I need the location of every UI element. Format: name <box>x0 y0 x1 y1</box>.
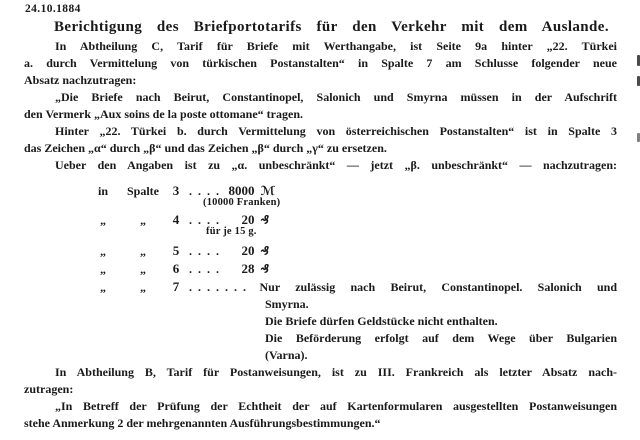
paragraph-line: In Abtheilung B, Tarif für Postanweisungen, ist zu III. Frankreich als letzter Absatz nach- <box>55 365 617 379</box>
paragraph-line: das Zeichen „α“ durch „β“ und das Zeichen „β“ durch „γ“ zu ersetzen. <box>24 141 387 155</box>
ditto-mark: „ <box>100 244 106 258</box>
tariff-dot-leader: . . . . . . . <box>189 280 248 294</box>
tariff-col-number: 6 <box>172 261 180 276</box>
tariff-col-number: 4 <box>172 212 180 227</box>
continuation-line: Smyrna. <box>265 297 309 311</box>
tariff-col-number: 3 <box>172 183 180 198</box>
tariff-col-word2: Spalte <box>126 184 159 198</box>
tariff-row-spalte-5 <box>88 243 617 259</box>
franken-equivalent-note: (10000 Franken) <box>203 197 281 208</box>
tariff-amount: 28 <box>241 261 255 276</box>
tariff-amount: 20 <box>241 212 255 227</box>
continuation-line: (Varna). <box>265 348 308 362</box>
ditto-mark: „ <box>140 262 146 276</box>
tariff-continuation-block <box>265 296 617 364</box>
ditto-mark: „ <box>140 213 146 227</box>
ditto-mark: „ <box>140 244 146 258</box>
paragraph-line: „In Betreff der Prüfung der Echtheit der auf Kartenformularen ausgestellten Postanweisungen <box>55 399 617 413</box>
tariff-dot-leader: . . . . <box>189 213 221 227</box>
tariff-row-spalte-7 <box>88 279 617 295</box>
tariff-row-spalte-4 <box>88 212 617 228</box>
paragraph-line: Hinter „22. Türkei b. durch Vermittelung von österreichischen Postanstalten“ ist in Spalte 3 <box>55 124 617 138</box>
date-label: 24.10.1884 <box>25 3 81 15</box>
paragraph-line: stehe Anmerkung 2 der mehrgenannten Ausführungsbestimmungen.“ <box>24 416 381 430</box>
paragraph-line: Ueber den Angaben ist zu „α. unbeschränkt“ — jetzt „β. unbeschränkt“ — nachzutragen: <box>55 158 617 172</box>
tariff-dot-leader: . . . . <box>189 244 221 258</box>
paragraph-line: den Vermerk „Aux soins de la poste ottomane“ tragen. <box>24 107 303 121</box>
paragraph-block-abtheilung-c <box>24 38 617 174</box>
paragraph-line: Absatz nachzutragen: <box>24 73 137 87</box>
tariff-amount: 8000 <box>228 183 255 198</box>
pfennig-currency-symbol: ₰ <box>260 212 270 227</box>
paragraph-line: In Abtheilung C, Tarif für Briefe mit Werthangabe, ist Seite 9a hinter „22. Türkei <box>55 39 617 53</box>
pfennig-currency-symbol: ₰ <box>260 243 270 258</box>
continuation-line: Die Briefe dürfen Geldstücke nicht enthalten. <box>265 314 498 328</box>
tariff-dot-leader: . . . . <box>189 184 221 198</box>
pfennig-currency-symbol: ₰ <box>260 261 270 276</box>
tariff-restriction-note: Nur zulässig nach Beirut, Constantinopel. Salonich und <box>259 280 617 294</box>
tariff-dot-leader: . . . . <box>189 262 221 276</box>
tariff-col-number: 5 <box>172 243 180 258</box>
document-title: Berichtigung des Briefportotarifs für den Verkehr mit dem Auslande. <box>54 19 609 35</box>
ditto-mark: „ <box>100 262 106 276</box>
tariff-row-spalte-3 <box>88 183 617 199</box>
paragraph-line: a. durch Vermittelung von türkischen Postanstalten“ in Spalte 7 am Schlusse folgender neue <box>24 56 617 70</box>
mark-currency-symbol: ℳ <box>260 183 276 198</box>
tariff-amount: 20 <box>241 243 255 258</box>
tariff-col-word1: in <box>97 184 108 198</box>
per-weight-note: für je 15 g. <box>206 226 257 237</box>
paragraph-line: „Die Briefe nach Beirut, Constantinopel, Salonich und Smyrna müssen in der Aufschrift <box>55 90 617 104</box>
ditto-mark: „ <box>100 213 106 227</box>
paragraph-block-abtheilung-b <box>24 364 617 432</box>
paragraph-line: zutragen: <box>24 382 74 396</box>
ditto-mark: „ <box>140 280 146 294</box>
tariff-row-spalte-6 <box>88 261 617 277</box>
continuation-line: Die Beförderung erfolgt auf dem Wege über Bulgarien <box>265 331 617 345</box>
ditto-mark: „ <box>100 280 106 294</box>
tariff-col-number: 7 <box>172 279 180 294</box>
